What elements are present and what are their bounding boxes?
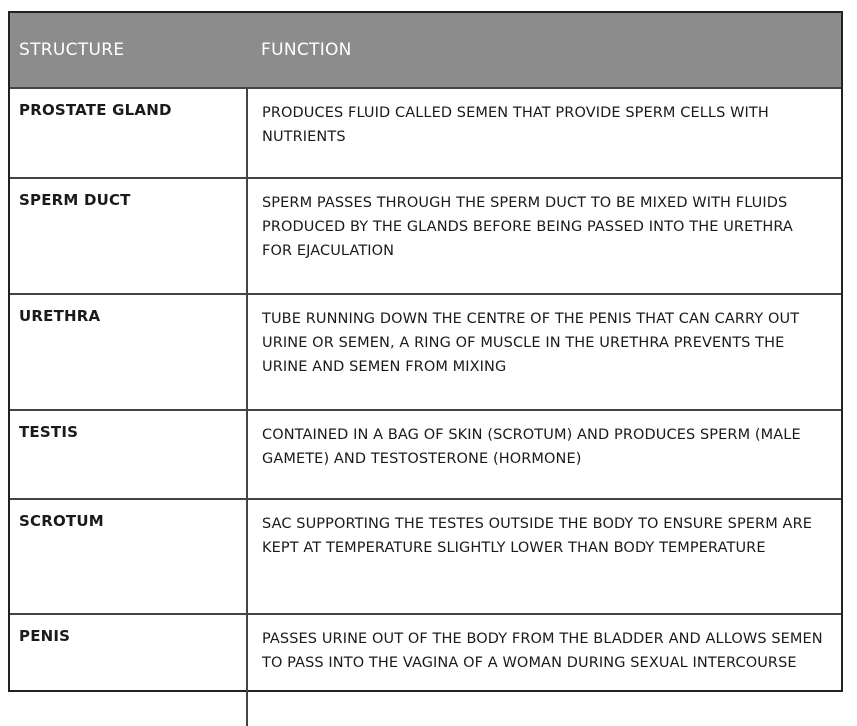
function-cell: CONTAINED IN A BAG OF SKIN (SCROTUM) AND PRODUCES SPERM (MALE GAMETE) AND TESTOSTERONE (HORMONE) [247, 410, 841, 499]
table-row [10, 614, 841, 726]
header-row [10, 13, 841, 88]
structure-cell: URETHRA [10, 294, 247, 410]
function-cell: PASSES URINE OUT OF THE BODY FROM THE BLADDER AND ALLOWS SEMEN TO PASS INTO THE VAGINA OF A WOMAN DURING SEXUAL INTERCOURSE [262, 631, 823, 671]
column-header-structure: STRUCTURE [10, 13, 247, 88]
table-row [10, 499, 841, 614]
table-row [10, 294, 841, 410]
column-header-function: FUNCTION [247, 13, 841, 88]
structure-cell: TESTIS [10, 410, 247, 499]
structure-cell: PROSTATE GLAND [10, 88, 247, 178]
structure-function-table [10, 13, 841, 726]
table-row [10, 178, 841, 294]
table-row [10, 88, 841, 178]
structure-function-table-container [8, 11, 843, 692]
function-cell: TUBE RUNNING DOWN THE CENTRE OF THE PENIS THAT CAN CARRY OUT URINE OR SEMEN, A RING OF MUSCLE IN THE URETHRA PREVENTS THE URINE AND SEMEN FROM MIXING [247, 294, 841, 410]
table-row [10, 410, 841, 499]
structure-cell: SCROTUM [10, 499, 247, 614]
function-cell: SPERM PASSES THROUGH THE SPERM DUCT TO BE MIXED WITH FLUIDS PRODUCED BY THE GLANDS BEFORE BEING PASSED INTO THE URETHRA FOR EJACULATION [247, 178, 841, 294]
function-cell: SAC SUPPORTING THE TESTES OUTSIDE THE BODY TO ENSURE SPERM ARE KEPT AT TEMPERATURE SLIGHTLY LOWER THAN BODY TEMPERATURE [247, 499, 841, 614]
structure-cell: SPERM DUCT [10, 178, 247, 294]
function-cell: PRODUCES FLUID CALLED SEMEN THAT PROVIDE SPERM CELLS WITH NUTRIENTS [247, 88, 841, 178]
structure-cell: PENIS [10, 614, 247, 726]
table-header [10, 13, 841, 88]
table-body [10, 88, 841, 726]
